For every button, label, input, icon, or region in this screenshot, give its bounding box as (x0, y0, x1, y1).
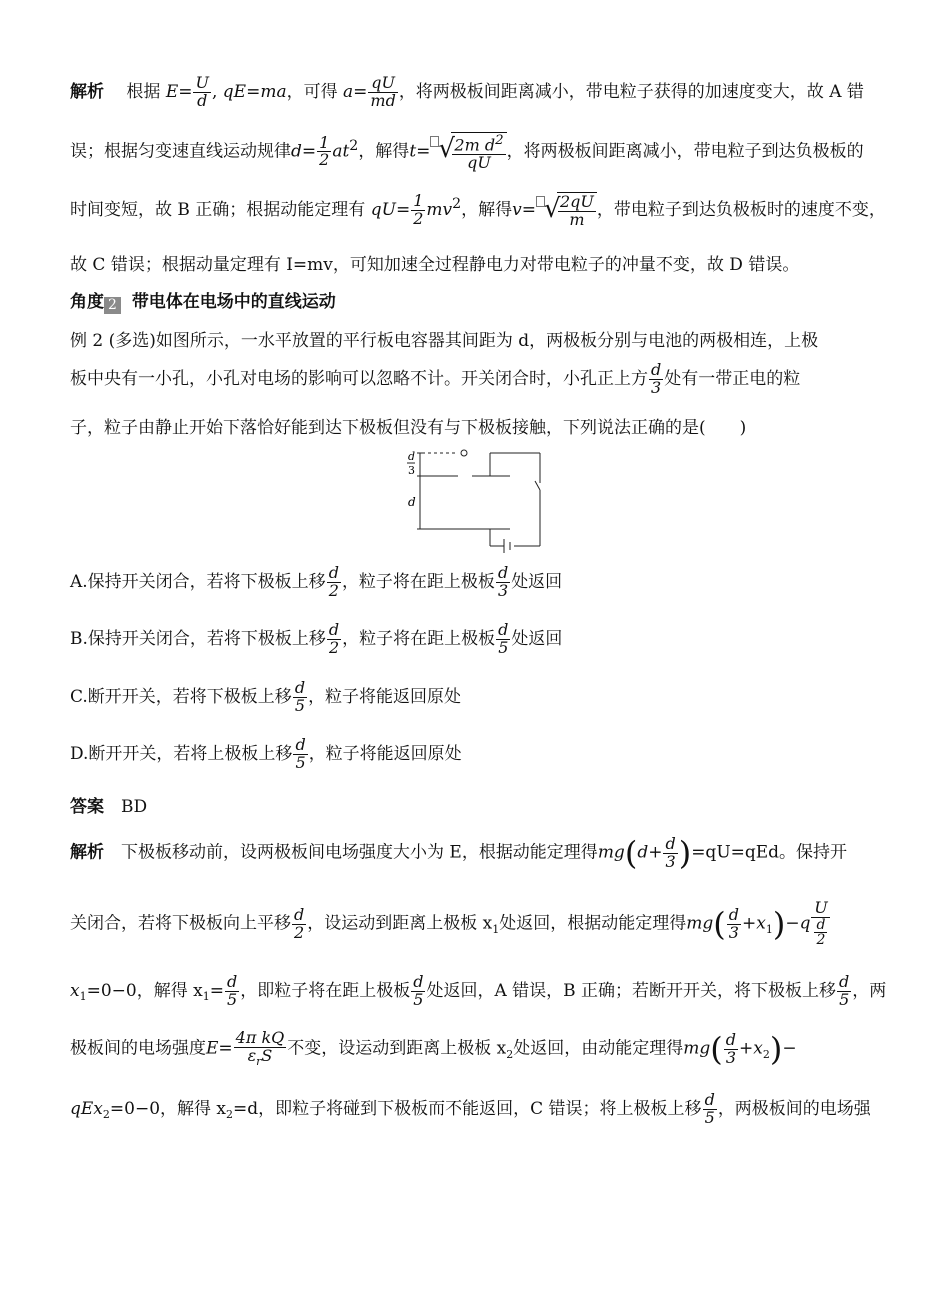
solution1-line2: 误；根据匀变速直线运动规律d= $\frac{1}{2}$ $at^2$，解得t= √ $\frac{2m d^2}{qU}$ ，将两极板间距离减小，带电粒子到达负极板的 (70, 132, 888, 172)
solution2-line3: $x_1=0-0$，解得 $x_1=$ $\frac{d}{5}$ ，即粒子将在距上极板 $\frac{d}{5}$ 处返回，A 错误，B 正确；若断开开关，将下极板上移 $\frac{d}{5}$ ，两 (70, 972, 887, 1009)
solution2-line1: 解析 下极板移动前，设两极板间电场强度大小为 E，根据动能定理得mg(d+ $\frac{d}{3}$ )=qU=qEd。保持开 (70, 833, 848, 872)
option-d: D.断开开关，若将上极板上移 $\frac{d}{5}$ ，粒子将能返回原处 (70, 735, 462, 772)
example-line1: 例 2 (多选)如图所示，一水平放置的平行板电容器其间距为 d，两极板分别与电池的两极相连，上极 (70, 331, 819, 351)
solution1-label: 解析 (70, 81, 104, 102)
solution1-line4: 故 C 错误；根据动量定理有 I=mv，可知加速全过程静电力对带电粒子的冲量不变，故 D 错误。 (70, 255, 800, 275)
option-a: A.保持开关闭合，若将下极板上移 $\frac{d}{2}$ ，粒子将在距上极板 $\frac{d}{3}$ 处返回 (70, 563, 563, 600)
solution1-line1: 解析 根据 E= $\frac{U}{d}$ , qE=ma，可得 a= $\frac{qU}{md}$ ，将两极板间距离减小，带电粒子获得的加速度变大，故 A 错 (70, 73, 864, 110)
solution2-line5: qEx$_2$=0−0，解得 $x_2=d$，即粒子将碰到下极板而不能返回，C 错误；将上极板上移 $\frac{d}{5}$ ，两极板间的电场强 (70, 1090, 871, 1127)
option-b: B.保持开关闭合，若将下极板上移 $\frac{d}{2}$ ，粒子将在距上极板 $\frac{d}{5}$ 处返回 (70, 620, 563, 657)
answer-label: 答案 (70, 797, 104, 817)
example-line2: 板中央有一小孔，小孔对电场的影响可以忽略不计。开关闭合时，小孔正上方 $\frac{d}{3}$ 处有一带正电的粒 (70, 360, 801, 397)
example-line3: 子，粒子由静止开始下落恰好能到达下极板但没有与下极板接触，下列说法正确的是( ) (70, 418, 747, 438)
angle-number-badge: 2 (104, 297, 121, 314)
label-gap-d: d (408, 495, 416, 509)
solution2-line2: 关闭合，若将下极板向上平移 $\frac{d}{2}$ ，设运动到距离上极板 $x_1$处返回，根据动能定理得mg( $\frac{d}{3}$ $+x_1)-q$ $\frac{U}{\frac{d}{2}}$ (70, 900, 888, 948)
label-d: d (408, 450, 416, 463)
option-c: C.断开开关，若将下极板上移 $\frac{d}{5}$ ，粒子将能返回原处 (70, 678, 462, 715)
answer-line (70, 792, 888, 817)
solution1-line3: 时间变短，故 B 正确；根据动能定理有 qU= $\frac{1}{2}$ $mv^2$，解得v= √ $\frac{2qU}{m}$ ，带电粒子到达负极板时的速度不变， (70, 192, 888, 229)
particle-icon (461, 450, 467, 456)
solution2-line4: 极板间的电场强度E= 4π kQ $\varepsilon_rS$ 不变，设运动到距离上极板 $x_2$处返回，由动能定理得mg( $\frac{d}{3}$ $+x_2)-$ (70, 1028, 797, 1069)
answer-value: BD (121, 797, 148, 817)
capacitor-circuit-diagram (400, 448, 560, 553)
angle-title: 带电体在电场中的直线运动 (131, 292, 336, 312)
label-3: 3 (408, 464, 415, 477)
solution2-label: 解析 (70, 842, 104, 863)
angle-heading: 角度 2 带电体在电场中的直线运动 (70, 292, 336, 313)
